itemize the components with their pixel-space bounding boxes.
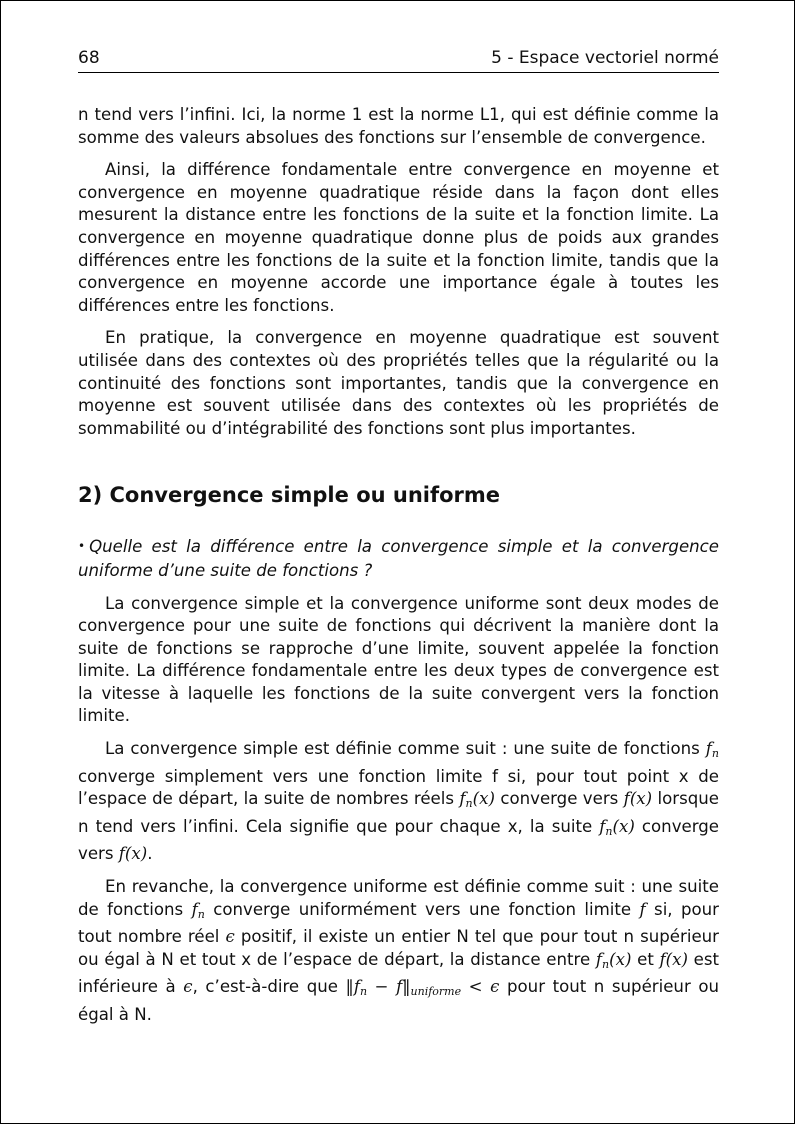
paragraph-4: La convergence simple et la convergence uniforme sont deux modes de convergence pour une suite de fonctions qui décrivent la manière dont la suite de fonctions se rapproche d’une limite, souvent appelée la fonction limite. La différence fondamentale entre les deux types de convergence est la vitesse à laquelle les fonctions de la suite convergent vers la fonction limite. <box>78 593 719 726</box>
text-run: converge vers <box>78 816 720 864</box>
text-run: si, pour tout nombre réel <box>78 899 719 947</box>
paragraph-2: Ainsi, la différence fondamentale entre convergence en moyenne et convergence en moyenne quadratique réside dans la façon dont elles mesurent la distance entre les fonctions de la suite et la fonction limite. La convergence en moyenne quadratique donne plus de poids aux grandes différences entre les fonctions de la suite et la fonction limite, tandis que la convergence en moyenne accorde une importance égale à toutes les différences entre les fonctions. <box>78 160 719 315</box>
text-run: La convergence simple est définie comme suit : une suite de fonctions <box>105 739 706 759</box>
math-uniform-norm: $‖f_n$ − $f‖_{uniforme} < \epsilon$ <box>345 977 500 999</box>
paragraph-6 <box>78 876 719 1027</box>
text-run: . <box>147 844 153 864</box>
bullet-icon: • <box>78 539 86 554</box>
chapter-title: 5 - Espace vectoriel normé <box>491 48 719 68</box>
paragraph-1: n tend vers l’infini. Ici, la norme 1 est la norme L1, qui est définie comme la somme des valeurs absolues des fonctions sur l’ensemble de convergence. <box>78 105 719 147</box>
body-text <box>78 104 719 1037</box>
text-run: , c’est-à-dire que <box>192 977 346 997</box>
text-run: converge uniformément vers une fonction limite <box>204 899 640 919</box>
math-fx: f(x) <box>659 949 688 969</box>
text-run: converge vers <box>494 789 624 809</box>
question <box>78 536 719 582</box>
paragraph-5 <box>78 738 719 866</box>
text-run: converge simplement vers une fonction limite f si, pour tout point x de l’espace de départ, la suite de nombres réels <box>78 766 719 809</box>
math-fnx: $f_n(x)$ <box>459 789 495 811</box>
math-fnx: $f_n(x)$ <box>599 816 635 838</box>
math-fx: f(x) <box>118 844 148 864</box>
section-heading: 2) Convergence simple ou uniforme <box>78 483 501 508</box>
text-run: est inférieure à <box>78 949 720 997</box>
running-header <box>78 48 719 73</box>
text-run: positif, il existe un entier N tel que pour tout n supérieur ou égal à N et tout x de l’espace de départ, la distance entre <box>78 927 719 969</box>
text-run: En revanche, la convergence uniforme est définie comme suit : une suite de fonctions <box>78 877 719 919</box>
math-fn: $f_n$ <box>191 899 205 921</box>
math-epsilon: ϵ <box>225 927 235 947</box>
math-fx: f(x) <box>623 789 653 809</box>
page-number: 68 <box>78 48 100 68</box>
math-fnx: $f_n(x)$ <box>595 949 632 971</box>
text-run: lorsque n tend vers l’infini. Cela signifie que pour chaque x, la suite <box>78 789 719 836</box>
math-epsilon: ϵ <box>183 977 193 997</box>
paragraph-3: En pratique, la convergence en moyenne quadratique est souvent utilisée dans des contextes où des propriétés telles que la régularité ou la continuité des fonctions sont importantes, tandis que la convergence en moyenne est souvent utilisée dans des contextes où les propriétés de sommabilité ou d’intégrabilité des fonctions sont plus importantes. <box>78 328 719 438</box>
text-run: et <box>631 949 660 969</box>
text-run: pour tout n supérieur ou égal à N. <box>78 977 719 1024</box>
math-f: f <box>639 899 646 919</box>
question-text: Quelle est la différence entre la convergence simple et la convergence uniforme d’une suite de fonctions ? <box>78 537 719 580</box>
math-fn: $f_n$ <box>705 739 719 761</box>
